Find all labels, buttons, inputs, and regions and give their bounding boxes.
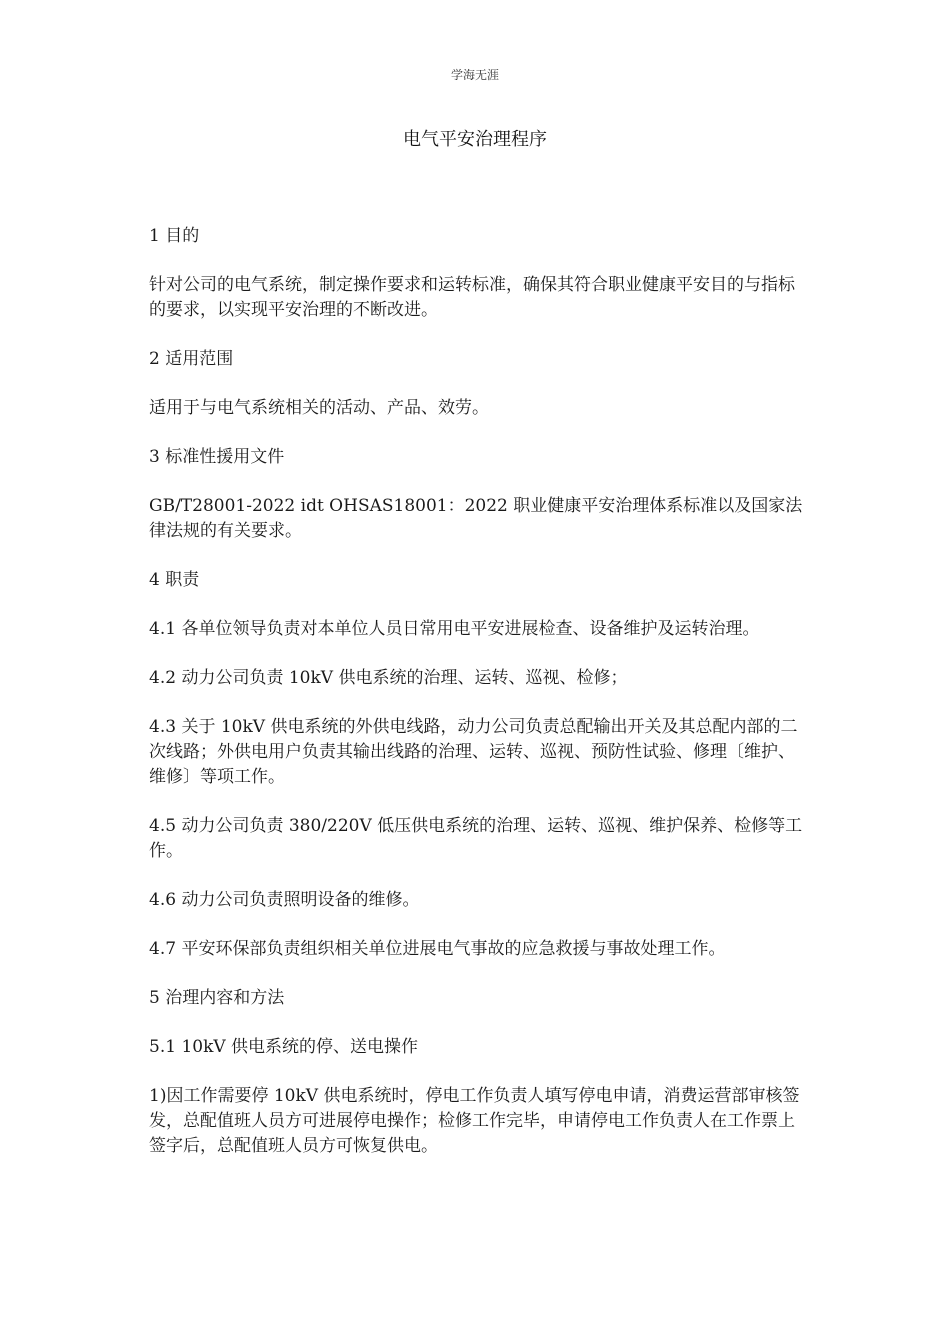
section-heading-management: 5 治理内容和方法 xyxy=(149,988,285,1008)
paragraph-4-1: 4.1 各单位领导负责对本单位人员日常用电平安进展检查、设备维护及运转治理。 xyxy=(149,619,760,639)
page-header: 学海无涯 xyxy=(450,68,499,82)
paragraph-4-2: 4.2 动力公司负责 10kV 供电系统的治理、运转、巡视、检修； xyxy=(149,668,628,688)
subsection-heading-5-1: 5.1 10kV 供电系统的停、送电操作 xyxy=(149,1037,419,1057)
section-heading-scope: 2 适用范围 xyxy=(149,349,234,369)
document-title: 电气平安治理程序 xyxy=(403,129,547,150)
section-heading-references: 3 标准性援用文件 xyxy=(149,447,285,467)
section-heading-responsibilities: 4 职责 xyxy=(149,570,200,590)
section-heading-purpose: 1 目的 xyxy=(149,226,200,246)
paragraph-purpose: 针对公司的电气系统，制定操作要求和运转标准，确保其符合职业健康平安目的与指标的要求，以实现平安治理的不断改进。 xyxy=(149,275,795,320)
paragraph-references: GB/T28001-2022 idt OHSAS18001：2022 职业健康平安治理体系标准以及国家法律法规的有关要求。 xyxy=(149,496,803,541)
paragraph-4-3: 4.3 关于 10kV 供电系统的外供电线路，动力公司负责总配输出开关及其总配内部的二次线路；外供电用户负责其输出线路的治理、运转、巡视、预防性试验、修理〔维护、维修〕等项工作。 xyxy=(149,717,798,787)
paragraph-5-1-1: 1)因工作需要停 10kV 供电系统时，停电工作负责人填写停电申请，消费运营部审核签发，总配值班人员方可进展停电操作；检修工作完毕，申请停电工作负责人在工作票上签字后，总配值班人员方可恢复供电。 xyxy=(149,1086,800,1156)
paragraph-scope: 适用于与电气系统相关的活动、产品、效劳。 xyxy=(149,398,489,418)
paragraph-4-7: 4.7 平安环保部负责组织相关单位进展电气事故的应急救援与事故处理工作。 xyxy=(149,939,726,959)
paragraph-4-5: 4.5 动力公司负责 380/220V 低压供电系统的治理、运转、巡视、维护保养、检修等工作。 xyxy=(149,816,803,861)
document-body xyxy=(149,224,804,1183)
paragraph-4-6: 4.6 动力公司负责照明设备的维修。 xyxy=(149,890,420,910)
